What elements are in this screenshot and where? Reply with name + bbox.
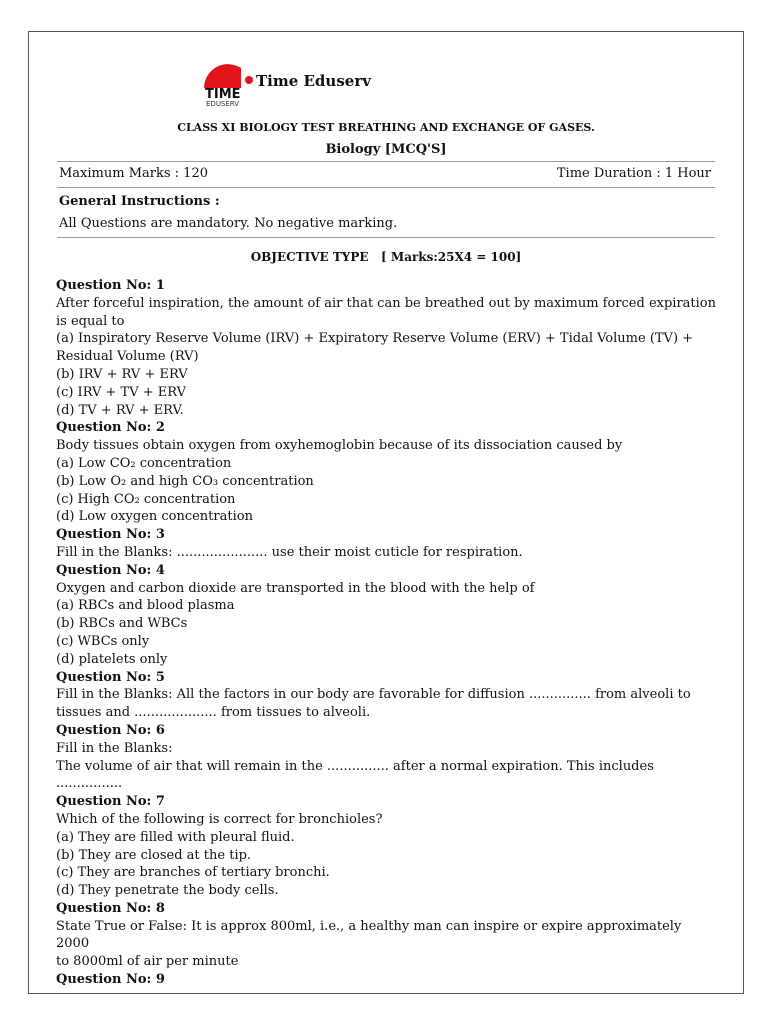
question-text-line: Fill in the Blanks: — [56, 740, 173, 756]
question-heading: Question No: 5 — [56, 669, 165, 685]
question-block — [56, 971, 716, 989]
question-text-line: (d) TV + RV + ERV. — [56, 402, 184, 418]
question-text-line: Fill in the Blanks: ...................... use their moist cuticle for respiration. — [56, 544, 523, 560]
question-text-line: (b) IRV + RV + ERV — [56, 366, 188, 382]
question-text-line: Oxygen and carbon dioxide are transported in the blood with the help of — [56, 580, 535, 596]
question-text-line: (b) RBCs and WBCs — [56, 616, 188, 632]
logo — [202, 58, 402, 108]
question-text-line: (a) RBCs and blood plasma — [56, 598, 235, 614]
question-text-line: tissues and .................... from tissues to alveoli. — [56, 705, 371, 721]
question-text-line: (c) WBCs only — [56, 633, 150, 649]
question-text-line: (c) IRV + TV + ERV — [56, 384, 186, 400]
question-text-line: (b) Low O₂ and high CO₃ concentration — [56, 473, 314, 489]
test-subtitle: Biology [MCQ'S] — [325, 142, 447, 157]
question-text-line: State True or False: It is approx 800ml, i.e., a healthy man can inspire or expire approximately 2000 — [56, 918, 682, 952]
question-block — [56, 419, 716, 526]
question-text-line: (d) Low oxygen concentration — [56, 509, 253, 525]
time-duration: Time Duration : 1 Hour — [556, 166, 711, 181]
question-heading: Question No: 9 — [56, 972, 165, 988]
question-text-line: (a) Inspiratory Reserve Volume (IRV) + Expiratory Reserve Volume (ERV) + Tidal Volume (TV) + — [56, 331, 694, 347]
question-heading: Question No: 7 — [56, 794, 165, 810]
question-heading: Question No: 1 — [56, 278, 165, 293]
instructions-text: All Questions are mandatory. No negative marking. — [59, 216, 398, 231]
question-text-line: Which of the following is correct for bronchioles? — [56, 811, 383, 827]
divider — [57, 161, 715, 162]
question-text-line: to 8000ml of air per minute — [56, 954, 239, 970]
question-text-line: Body tissues obtain oxygen from oxyhemoglobin because of its dissociation caused by — [56, 438, 623, 454]
question-heading: Question No: 3 — [56, 527, 165, 543]
max-marks: Maximum Marks : 120 — [59, 166, 208, 181]
question-block — [56, 722, 716, 793]
question-heading: Question No: 8 — [56, 900, 165, 916]
question-text-line: (d) platelets only — [56, 651, 168, 667]
time-eduserv-logo-icon — [202, 58, 254, 108]
question-text-line: Fill in the Blanks: All the factors in our body are favorable for diffusion ............... from alveoli to — [56, 687, 691, 703]
question-text-line: (d) They penetrate the body cells. — [56, 883, 279, 899]
question-text-line: (a) They are filled with pleural fluid. — [56, 829, 295, 845]
question-block — [56, 793, 716, 900]
section-title: OBJECTIVE TYPE [ Marks:25X4 = 100] — [250, 250, 522, 264]
question-text-line: After forceful inspiration, the amount of air that can be breathed out by maximum forced expiration — [56, 295, 717, 311]
question-text-line: is equal to — [56, 313, 125, 329]
question-block — [56, 900, 716, 971]
question-block — [56, 669, 716, 722]
question-block — [56, 562, 716, 669]
question-text-line: (a) Low CO₂ concentration — [56, 455, 232, 471]
svg-text:EDUSERV: EDUSERV — [206, 100, 240, 108]
question-block — [56, 526, 716, 562]
question-text-line: (b) They are closed at the tip. — [56, 847, 252, 863]
brand-name: Time Eduserv — [256, 72, 371, 90]
questions-list — [56, 277, 716, 989]
instructions-title: General Instructions : — [59, 194, 220, 209]
question-text-line: (c) They are branches of tertiary bronchi. — [56, 865, 330, 881]
question-heading: Question No: 4 — [56, 562, 165, 578]
question-text-line: The volume of air that will remain in the ............... after a normal expiration. This includes ................ — [56, 758, 654, 792]
question-heading: Question No: 6 — [56, 722, 165, 738]
question-text-line: Residual Volume (RV) — [56, 349, 199, 365]
divider — [57, 187, 715, 188]
svg-text:TIME: TIME — [205, 87, 241, 102]
document-page — [28, 31, 744, 994]
test-title: CLASS XI BIOLOGY TEST BREATHING AND EXCHANGE OF GASES. — [177, 121, 595, 134]
divider — [57, 237, 715, 238]
question-text-line: (c) High CO₂ concentration — [56, 491, 236, 507]
question-block — [56, 277, 716, 419]
question-heading: Question No: 2 — [56, 420, 165, 436]
